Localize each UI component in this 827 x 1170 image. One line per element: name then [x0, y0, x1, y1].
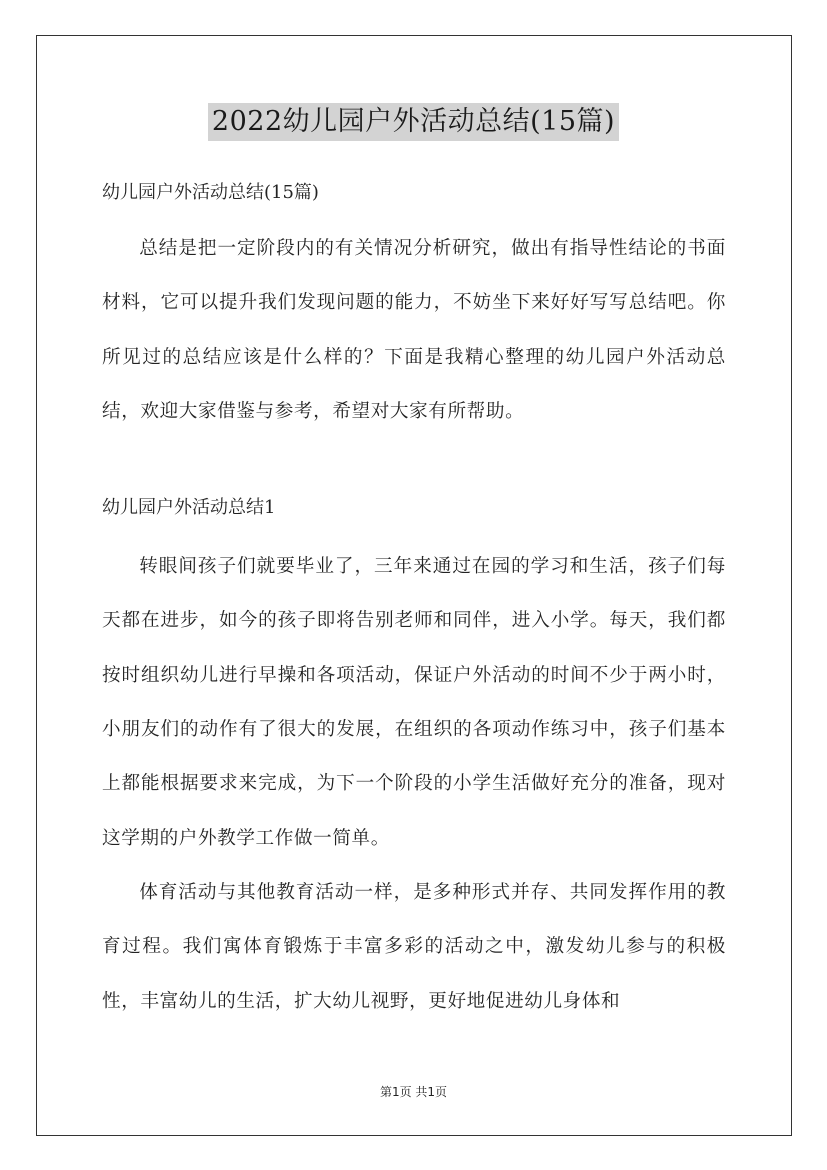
body-paragraph: 体育活动与其他教育活动一样，是多种形式并存、共同发挥作用的教育过程。我们寓体育锻炼于丰富多彩的活动之中，激发幼儿参与的积极性，丰富幼儿的生活，扩大幼儿视野，更好地促进幼儿身体和 [102, 881, 726, 1012]
body-paragraph: 转眼间孩子们就要毕业了，三年来通过在园的学习和生活，孩子们每天都在进步，如今的孩子即将告别老师和同伴，进入小学。每天，我们都按时组织幼儿进行早操和各项活动，保证户外活动的时间不少于两小时，小朋友们的动作有了很大的发展，在组织的各项动作练习中，孩子们基本上都能根据要求来完成，为下一个阶段的小学生活做好充分的准备，现对这学期的户外教学工作做一简单。 [102, 556, 726, 849]
document-title: 2022幼儿园户外活动总结(15篇) [208, 103, 619, 141]
section-heading: 幼儿园户外活动总结1 [102, 497, 276, 519]
document-body [102, 175, 726, 1029]
title-container [0, 103, 827, 141]
page-number-footer: 第1页 共1页 [379, 1085, 448, 1099]
document-subtitle: 幼儿园户外活动总结(15篇) [102, 182, 319, 203]
intro-paragraph: 总结是把一定阶段内的有关情况分析研究，做出有指导性结论的书面材料，它可以提升我们发现问题的能力，不妨坐下来好好写写总结吧。你所见过的总结应该是什么样的？下面是我精心整理的幼儿园户外活动总结，欢迎大家借鉴与参考，希望对大家有所帮助。 [102, 238, 726, 422]
